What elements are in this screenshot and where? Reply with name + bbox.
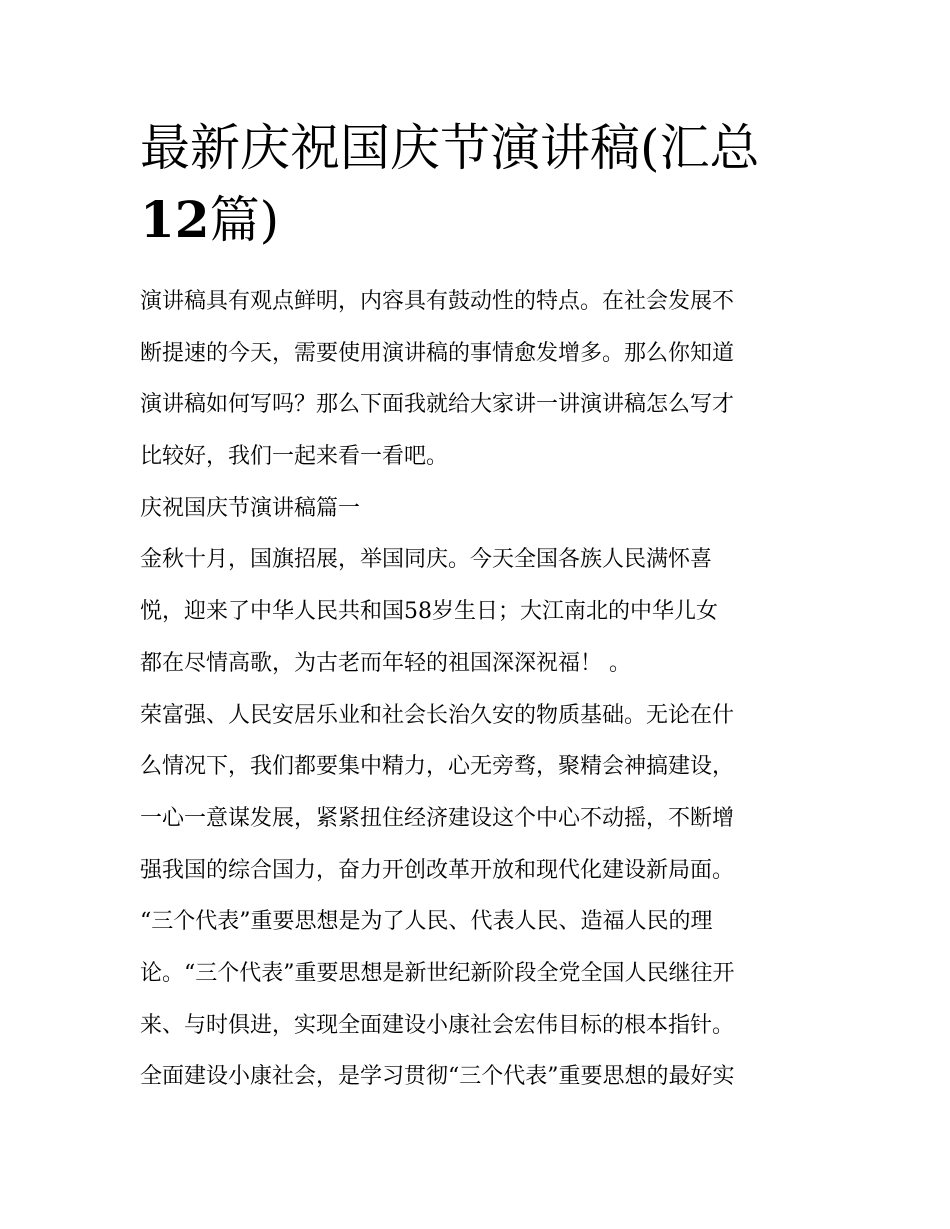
document-title: [140, 112, 820, 256]
paragraph-line: 荣富强、人民安居乐业和社会长治久安的物质基础。无论在什: [140, 702, 735, 728]
section-heading: 庆祝国庆节演讲稿篇一: [140, 495, 361, 521]
document-body: [140, 276, 816, 1103]
intro-line: 比较好，我们一起来看一看吧。: [140, 444, 449, 470]
intro-line: 断提速的今天，需要使用演讲稿的事情愈发增多。那么你知道: [140, 340, 735, 366]
intro-line: 演讲稿如何写吗？那么下面我就给大家讲一讲演讲稿怎么写才: [140, 392, 735, 418]
paragraph-line: 金秋十月，国旗招展，举国同庆。今天全国各族人民满怀喜: [140, 547, 713, 573]
paragraph-line: 一心一意谋发展，紧紧扭住经济建设这个中心不动摇，不断增: [140, 805, 735, 831]
paragraph-line: “三个代表”重要思想是为了人民、代表人民、造福人民的理: [140, 909, 713, 935]
paragraph-line: 么情况下，我们都要集中精力，心无旁骛，聚精会神搞建设，: [140, 754, 735, 780]
paragraph-line: 来、与时俱进，实现全面建设小康社会宏伟目标的根本指针。: [140, 1012, 735, 1038]
paragraph-line: 都在尽情高歌，为古老而年轻的祖国深深祝福！ 。: [140, 650, 631, 676]
title-number: 12: [140, 190, 210, 249]
paragraph-line: 强我国的综合国力，奋力开创改革开放和现代化建设新局面。: [140, 857, 735, 883]
title-line-2: 篇): [209, 191, 280, 249]
intro-line: 演讲稿具有观点鲜明，内容具有鼓动性的特点。在社会发展不: [140, 289, 735, 314]
title-line-1: 最新庆祝国庆节演讲稿(汇总: [140, 119, 760, 177]
paragraph-line: 悦，迎来了中华人民共和国58岁生日；大江南北的中华儿女: [140, 599, 718, 625]
paragraph-line: 全面建设小康社会，是学习贯彻“三个代表”重要思想的最好实: [140, 1064, 735, 1090]
paragraph-line: 论。“三个代表”重要思想是新世纪新阶段全党全国人民继往开: [140, 960, 735, 986]
